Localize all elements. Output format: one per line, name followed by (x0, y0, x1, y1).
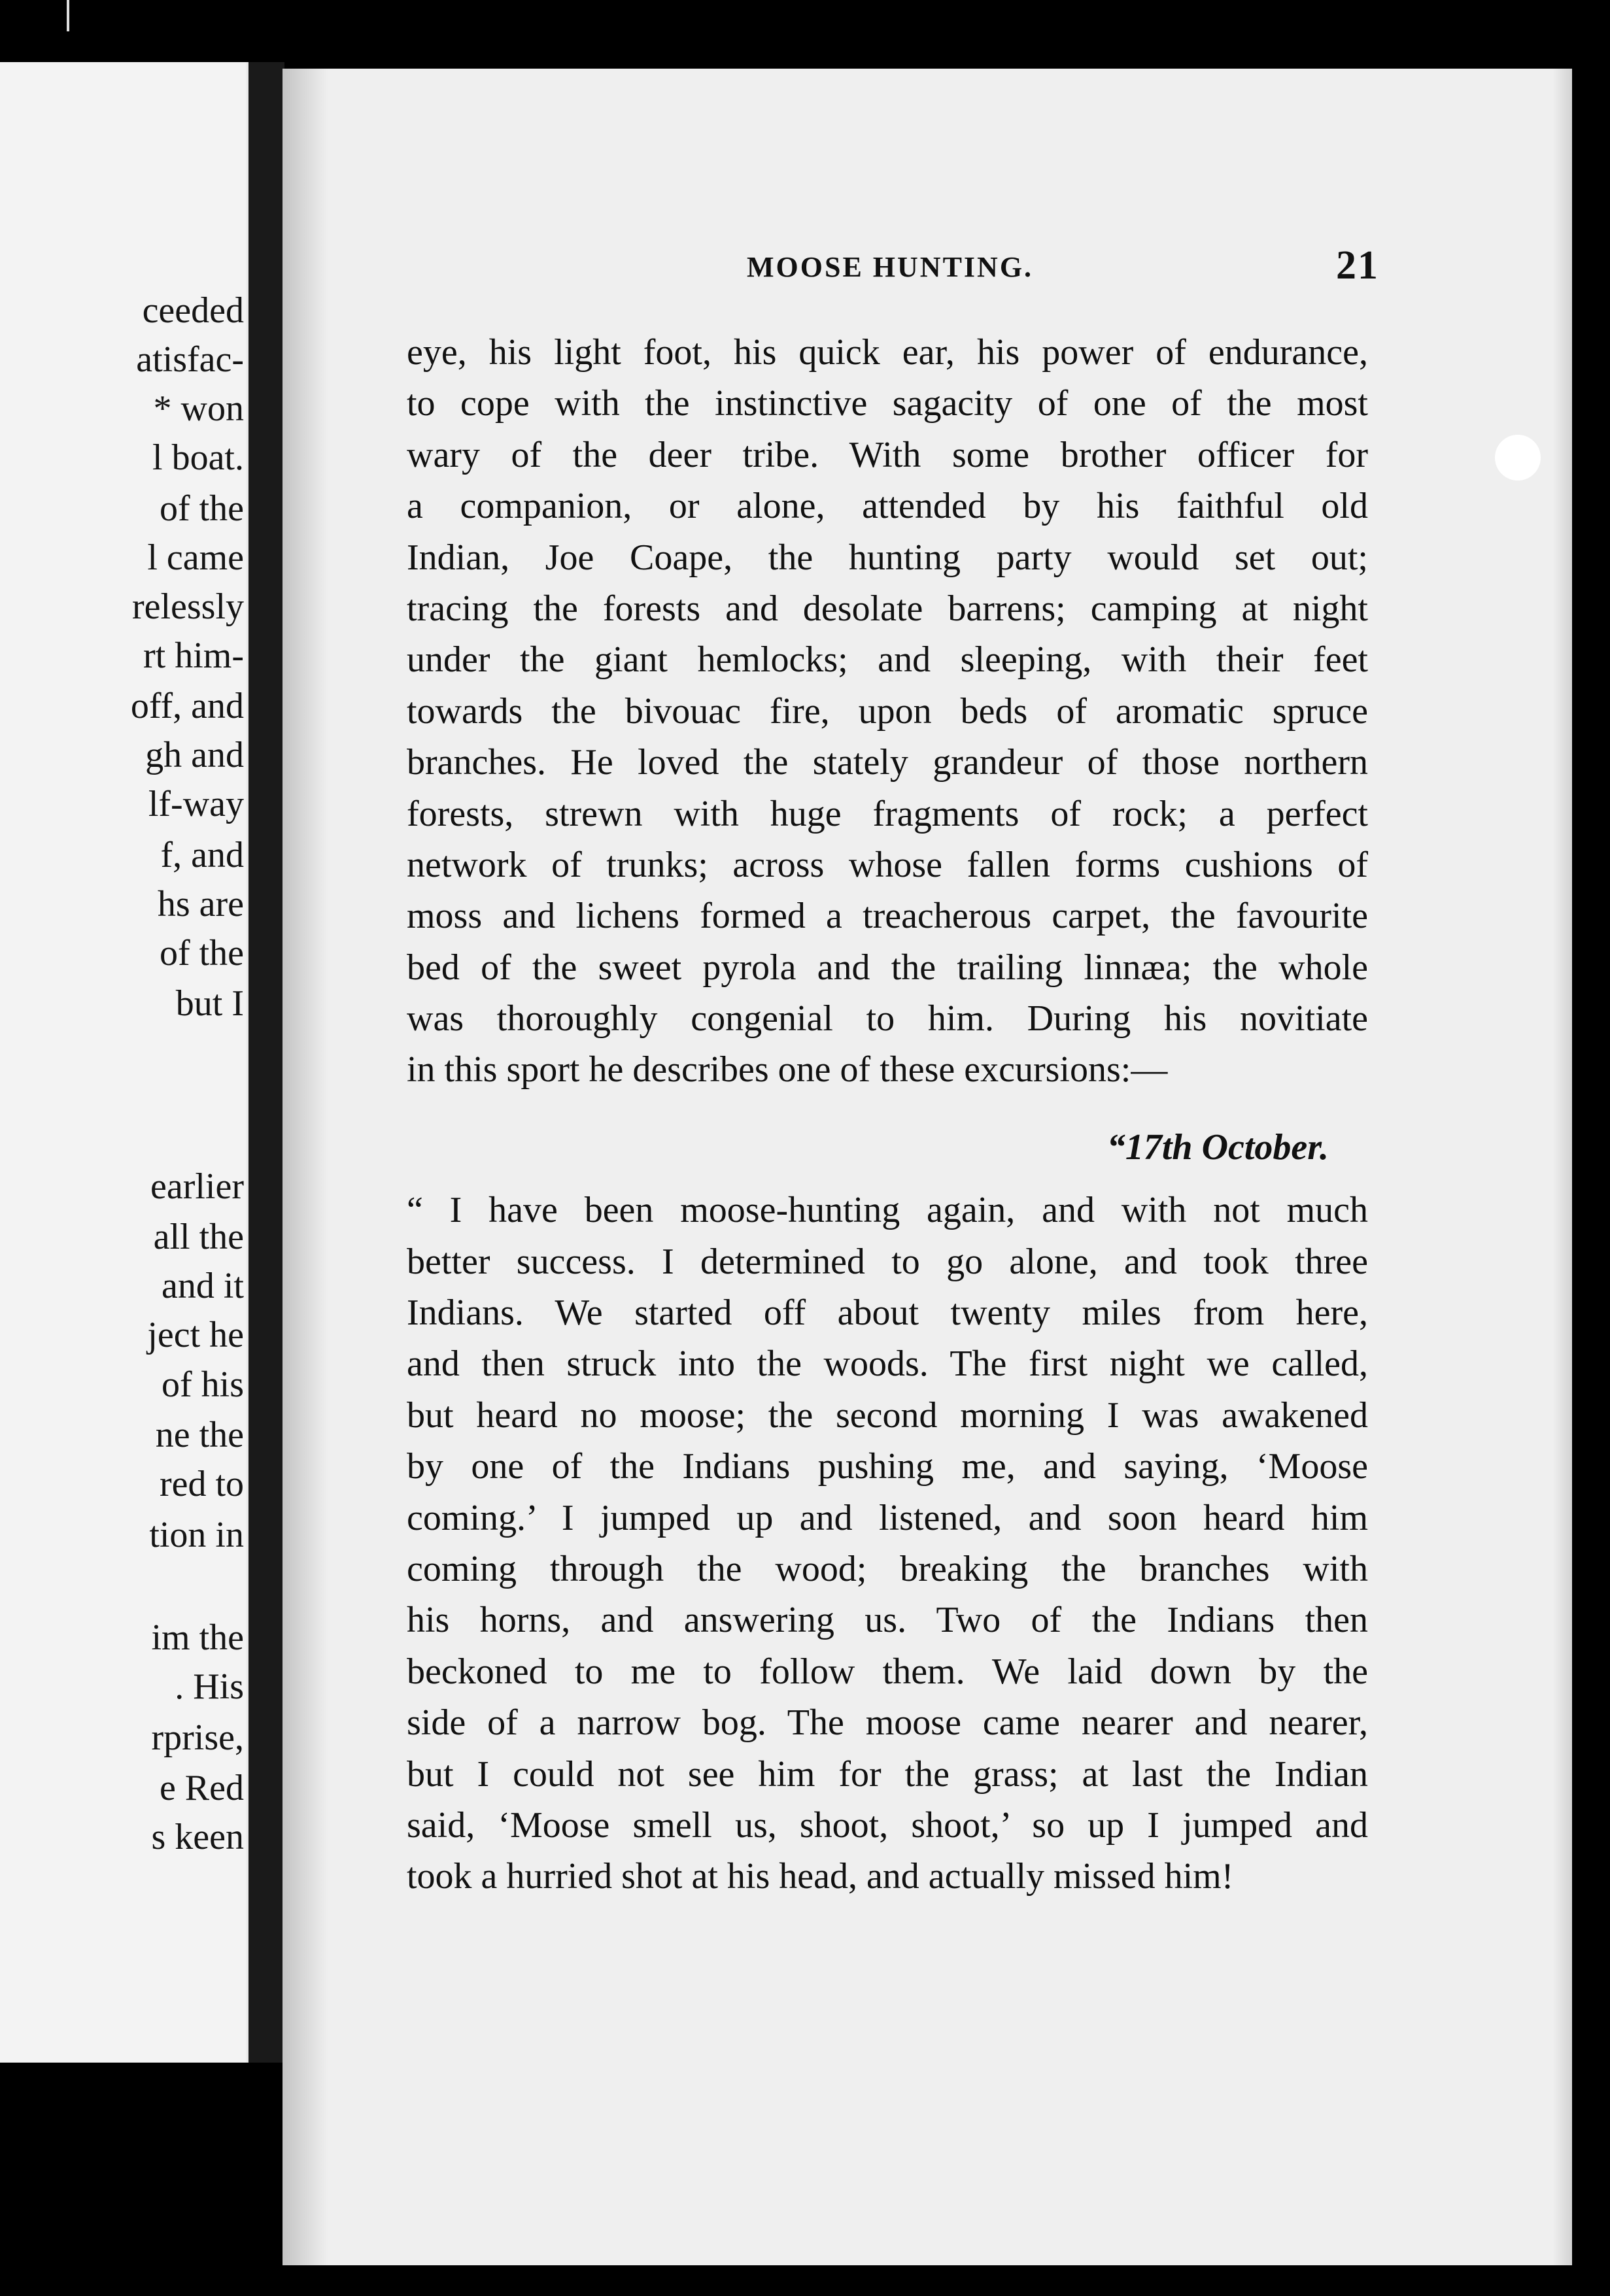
left-page-line: all the (153, 1217, 244, 1257)
text-line: “ I have been moose-hunting again, and with not much (407, 1190, 1368, 1231)
text-line: to cope with the instinctive sagacity of one of the most (407, 383, 1368, 424)
left-page-line: and it (162, 1266, 244, 1306)
left-page-line: off, and (130, 686, 244, 726)
text-line: wary of the deer tribe. With some brother officer for (407, 434, 1368, 475)
body-text (407, 327, 1368, 1902)
text-line: towards the bivouac fire, upon beds of aromatic spruce (407, 690, 1368, 732)
text-line: tracing the forests and desolate barrens; camping at night (407, 588, 1368, 629)
text-line: Indian, Joe Coape, the hunting party would set out; (407, 537, 1368, 578)
text-line: his horns, and answering us. Two of the Indians then (407, 1600, 1368, 1641)
left-page-line: ne the (155, 1415, 244, 1455)
narrative-paragraph (407, 327, 1368, 1096)
running-title: MOOSE HUNTING. (747, 251, 1034, 283)
left-page-line: ceeded (142, 290, 244, 331)
left-page-line: s keen (151, 1817, 244, 1857)
text-line: better success. I determined to go alone, and took three (407, 1241, 1368, 1282)
left-page-line: * won (153, 388, 244, 429)
page-number: 21 (1336, 243, 1379, 288)
left-page-line: hs are (157, 884, 244, 924)
text-line: in this sport he describes one of these excursions:— (407, 1049, 1168, 1090)
left-page-line: im the (151, 1617, 244, 1658)
left-page-line: of the (159, 933, 244, 973)
left-page (0, 62, 258, 2063)
right-page-edge-shadow (1552, 69, 1572, 2265)
text-line: bed of the sweet pyrola and the trailing linnæa; the whole (407, 947, 1368, 988)
text-line: side of a narrow bog. The moose came nearer and nearer, (407, 1702, 1368, 1744)
letter-paragraph (407, 1185, 1368, 1902)
left-page-line: but I (175, 983, 244, 1024)
text-line: a companion, or alone, attended by his faithful old (407, 486, 1368, 527)
right-page (283, 69, 1572, 2265)
left-page-line: lf-way (148, 784, 244, 824)
left-page-line: gh and (145, 735, 244, 775)
text-line: by one of the Indians pushing me, and saying, ‘Moose (407, 1446, 1368, 1487)
left-page-line: relessly (131, 586, 244, 627)
text-line: under the giant hemlocks; and sleeping, with their feet (407, 639, 1368, 681)
left-page-line: ject he (147, 1315, 244, 1355)
left-page-line: tion in (149, 1515, 244, 1555)
scan-edge-mark (67, 0, 69, 31)
left-page-line: of his (162, 1364, 244, 1405)
left-page-line: of the (159, 488, 244, 529)
text-line: moss and lichens formed a treacherous carpet, the favourite (407, 896, 1368, 937)
paper-speck (1495, 435, 1541, 481)
text-line: but heard no moose; the second morning I was awakened (407, 1394, 1368, 1436)
left-page-line: e Red (159, 1768, 244, 1808)
left-page-line: f, and (160, 835, 244, 875)
left-page-line: . His (175, 1666, 244, 1707)
text-line: coming.’ I jumped up and listened, and soon heard him (407, 1497, 1368, 1538)
text-line: but I could not see him for the grass; at last the Indian (407, 1753, 1368, 1795)
left-page-line: rprise, (151, 1717, 244, 1758)
text-line: took a hurried shot at his head, and actually missed him! (407, 1856, 1234, 1897)
left-page-line: red to (159, 1464, 244, 1504)
text-line: beckoned to me to follow them. We laid down by the (407, 1651, 1368, 1692)
text-line: network of trunks; across whose fallen forms cushions of (407, 844, 1368, 885)
text-line: Indians. We started off about twenty miles from here, (407, 1292, 1368, 1334)
letter-dateline: “17th October. (1106, 1126, 1329, 1168)
left-page-line: earlier (150, 1166, 244, 1207)
right-page-fold-shadow (283, 69, 328, 2265)
left-page-line: rt him- (143, 635, 244, 676)
text-line: was thoroughly congenial to him. During his novitiate (407, 998, 1368, 1039)
left-page-line: l boat. (152, 437, 244, 478)
left-page-line: l came (147, 537, 244, 578)
text-line: eye, his light foot, his quick ear, his power of endurance, (407, 332, 1368, 373)
left-page-line: atisfac- (136, 339, 244, 380)
text-line: said, ‘Moose smell us, shoot, shoot,’ so up I jumped and (407, 1804, 1368, 1846)
text-line: and then struck into the woods. The first night we called, (407, 1343, 1368, 1385)
text-line: coming through the wood; breaking the branches with (407, 1548, 1368, 1589)
text-line: branches. He loved the stately grandeur of those northern (407, 742, 1368, 783)
book-gutter (248, 62, 284, 2063)
text-line: forests, strewn with huge fragments of rock; a perfect (407, 793, 1368, 834)
